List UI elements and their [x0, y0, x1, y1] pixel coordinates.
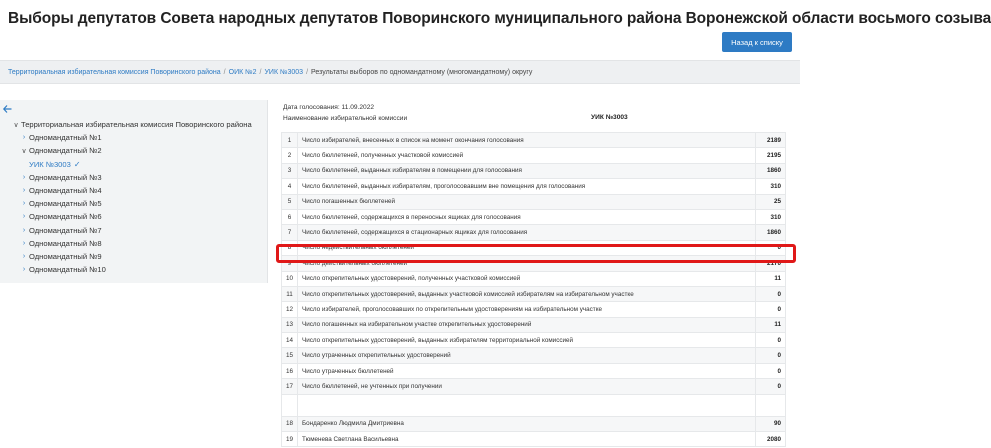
- row-number: 15: [282, 348, 298, 363]
- table-row: [282, 240, 786, 255]
- row-number: 18: [282, 416, 298, 431]
- row-value: 0: [756, 240, 786, 255]
- row-number: 17: [282, 379, 298, 394]
- row-number: [282, 394, 298, 416]
- tree-item-label: Одномандатный №10: [29, 265, 106, 275]
- row-number: 3: [282, 163, 298, 178]
- tree-item-label: Одномандатный №1: [29, 133, 102, 143]
- row-number: 2: [282, 148, 298, 163]
- table-row: [282, 225, 786, 240]
- tree-item-label: Одномандатный №7: [29, 225, 102, 235]
- commission-name-row: [283, 113, 407, 124]
- chevron-right-icon: ›: [22, 213, 26, 221]
- table-row: [282, 133, 786, 148]
- chevron-right-icon: ›: [22, 134, 26, 142]
- row-number: 11: [282, 286, 298, 301]
- table-row: [282, 363, 786, 378]
- row-value: 25: [756, 194, 786, 209]
- row-number: 14: [282, 333, 298, 348]
- tree-item-label: Одномандатный №3: [29, 172, 102, 182]
- table-row: [282, 302, 786, 317]
- row-number: 16: [282, 363, 298, 378]
- row-label: Число утраченных открепительных удостоверений: [298, 348, 756, 363]
- arrow-left-icon[interactable]: [3, 105, 12, 116]
- table-row: [282, 256, 786, 271]
- tree-item-district-4[interactable]: [0, 184, 268, 197]
- row-number: 6: [282, 209, 298, 224]
- row-value: 1860: [756, 225, 786, 240]
- voting-date-value: 11.09.2022: [341, 104, 375, 111]
- row-number: 19: [282, 432, 298, 447]
- row-label: Число избирателей, проголосовавших по открепительным удостоверениям на избирательном участке: [298, 302, 756, 317]
- tree-item-district-1[interactable]: [0, 131, 268, 144]
- row-label: Тюменева Светлана Васильевна: [298, 432, 756, 447]
- chevron-right-icon: ›: [22, 187, 26, 195]
- breadcrumb-link-oik[interactable]: ОИК №2: [228, 68, 257, 76]
- tree-item-district-7[interactable]: [0, 224, 268, 237]
- results-table: [281, 132, 786, 447]
- row-label: Число недействительных бюллетеней: [298, 240, 756, 255]
- voting-date-row: [283, 102, 407, 113]
- row-value: 1860: [756, 163, 786, 178]
- commission-tree: [0, 118, 268, 276]
- tree-item-label: Одномандатный №4: [29, 186, 102, 196]
- table-row: [282, 416, 786, 431]
- row-value: 2195: [756, 148, 786, 163]
- table-row: [282, 379, 786, 394]
- tree-item-district-8[interactable]: [0, 237, 268, 250]
- table-row: [282, 286, 786, 301]
- commission-name-value: УИК №3003: [591, 114, 628, 121]
- row-value: 0: [756, 302, 786, 317]
- row-value: 2170: [756, 256, 786, 271]
- row-label: Число открепительных удостоверений, выданных участковой комиссией избирателям на избирательном участке: [298, 286, 756, 301]
- chevron-right-icon: ›: [22, 173, 26, 181]
- row-label: Число бюллетеней, выданных избирателям, проголосовавшим вне помещения для голосования: [298, 179, 756, 194]
- tree-item-district-10[interactable]: [0, 263, 268, 276]
- breadcrumb-link-tik[interactable]: Территориальная избирательная комиссия Поворинского района: [8, 68, 221, 76]
- row-label: Число погашенных на избирательном участке открепительных удостоверений: [298, 317, 756, 332]
- row-label: Число открепительных удостоверений, полученных участковой комиссией: [298, 271, 756, 286]
- chevron-right-icon: ›: [22, 252, 26, 260]
- table-row: [282, 271, 786, 286]
- breadcrumb-separator: /: [259, 68, 262, 76]
- chevron-right-icon: ›: [22, 266, 26, 274]
- row-number: 4: [282, 179, 298, 194]
- sidebar: [0, 100, 268, 283]
- tree-item-label: Одномандатный №9: [29, 251, 102, 261]
- breadcrumb-current: Результаты выборов по одномандатному (многомандатному) округу: [311, 68, 533, 76]
- page-title: Выборы депутатов Совета народных депутатов Поворинского муниципального района Воронежской области восьмого созыва: [8, 10, 991, 27]
- breadcrumb-separator: /: [306, 68, 309, 76]
- row-value: 310: [756, 209, 786, 224]
- row-value: 0: [756, 348, 786, 363]
- row-number: 13: [282, 317, 298, 332]
- table-row: [282, 317, 786, 332]
- row-label: Число открепительных удостоверений, выданных избирателям территориальной комиссией: [298, 333, 756, 348]
- chevron-right-icon: ›: [22, 226, 26, 234]
- tree-item-district-9[interactable]: [0, 250, 268, 263]
- row-value: 0: [756, 363, 786, 378]
- row-label: Число бюллетеней, содержащихся в стационарных ящиках для голосования: [298, 225, 756, 240]
- table-row: [282, 163, 786, 178]
- row-label: Бондаренко Людмила Дмитриевна: [298, 416, 756, 431]
- row-number: 12: [282, 302, 298, 317]
- chevron-down-icon: ∨: [13, 121, 19, 129]
- row-number: 1: [282, 133, 298, 148]
- tree-item-label: Одномандатный №5: [29, 199, 102, 209]
- table-row: [282, 209, 786, 224]
- back-to-list-button[interactable]: Назад к списку: [722, 32, 792, 52]
- row-label: Число избирателей, внесенных в список на момент окончания голосования: [298, 133, 756, 148]
- tree-item-label: Территориальная избирательная комиссия Поворинского района: [21, 120, 252, 130]
- row-number: 7: [282, 225, 298, 240]
- row-label: Число погашенных бюллетеней: [298, 194, 756, 209]
- row-value: 0: [756, 333, 786, 348]
- voting-date-label: Дата голосования:: [283, 104, 340, 111]
- table-row: [282, 394, 786, 416]
- row-label: Число утраченных бюллетеней: [298, 363, 756, 378]
- tree-item-label: Одномандатный №2: [29, 146, 102, 156]
- row-value: 2080: [756, 432, 786, 447]
- table-row: [282, 333, 786, 348]
- check-icon: ✓: [73, 159, 81, 169]
- tree-item-label: УИК №3003: [29, 159, 71, 169]
- breadcrumb: [0, 60, 800, 84]
- row-label: [298, 394, 756, 416]
- chevron-right-icon: ›: [22, 239, 26, 247]
- tree-item-uik-3003[interactable]: [0, 158, 268, 171]
- table-row: [282, 348, 786, 363]
- table-row: [282, 432, 786, 447]
- row-label: Число бюллетеней, содержащихся в переносных ящиках для голосования: [298, 209, 756, 224]
- commission-name-label: Наименование избирательной комиссии: [283, 115, 408, 122]
- breadcrumb-link-uik[interactable]: УИК №3003: [264, 68, 304, 76]
- row-value: 310: [756, 179, 786, 194]
- chevron-right-icon: ›: [22, 200, 26, 208]
- row-value: 0: [756, 286, 786, 301]
- row-label: Число бюллетеней, не учтенных при получении: [298, 379, 756, 394]
- row-label: Число бюллетеней, выданных избирателям в помещении для голосования: [298, 163, 756, 178]
- tree-item-root[interactable]: [0, 118, 268, 131]
- row-number: 10: [282, 271, 298, 286]
- row-value: 2189: [756, 133, 786, 148]
- row-value: 0: [756, 379, 786, 394]
- table-row: [282, 148, 786, 163]
- row-value: 11: [756, 271, 786, 286]
- row-number: 8: [282, 240, 298, 255]
- row-number: 9: [282, 256, 298, 271]
- tree-item-label: Одномандатный №8: [29, 238, 102, 248]
- row-value: 11: [756, 317, 786, 332]
- breadcrumb-separator: /: [223, 68, 226, 76]
- table-row: [282, 194, 786, 209]
- tree-item-district-6[interactable]: [0, 210, 268, 223]
- election-info: [283, 102, 407, 124]
- row-number: 5: [282, 194, 298, 209]
- row-value: 90: [756, 416, 786, 431]
- tree-item-district-2[interactable]: [0, 144, 268, 157]
- row-label: Число бюллетеней, полученных участковой комиссией: [298, 148, 756, 163]
- chevron-down-icon: ∨: [21, 147, 27, 155]
- tree-item-label: Одномандатный №6: [29, 212, 102, 222]
- row-value: [756, 394, 786, 416]
- tree-item-district-3[interactable]: [0, 171, 268, 184]
- tree-item-district-5[interactable]: [0, 197, 268, 210]
- row-label: Число действительных бюллетеней: [298, 256, 756, 271]
- table-row: [282, 179, 786, 194]
